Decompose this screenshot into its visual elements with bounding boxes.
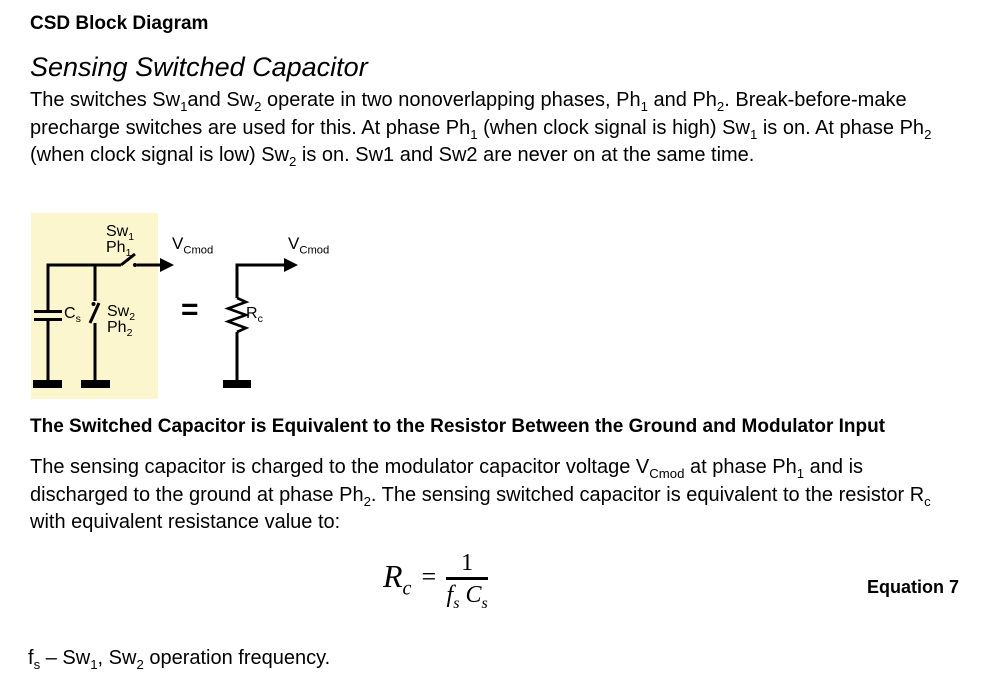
fraction-bar: [446, 577, 488, 580]
figure-caption: The Switched Capacitor is Equivalent to the Resistor Between the Ground and Modulator Input: [30, 416, 886, 437]
equation-lhs: $R_c$: [383, 558, 412, 600]
ph1-label: $Ph_1$: [106, 239, 132, 260]
right-circuit: [228, 264, 285, 383]
arrowhead: [284, 258, 298, 272]
resistor-zigzag: [228, 298, 246, 332]
switch-sw2-label-block: [107, 303, 136, 340]
capacitor-cs-label: $C_s$: [64, 305, 81, 326]
equation-fraction: [446, 551, 488, 612]
paragraph-switch-phases: The switches $Sw_1and$ $Sw_2$ operate in two nonoverlapping phases, $Ph_1$ and $Ph_2$. Break-before-make precharge switches are used for this. At phase $Ph_1$ (when clock signal is high) $Sw_1$ is on. At phase $Ph_2$ (when clock signal is low) $Sw_2$ is on. Sw1 and Sw2 are never on at the same time.: [30, 89, 932, 169]
sw1-label: $Sw_1$: [106, 223, 135, 244]
vcmod-label-right: $V_{Cmod}$: [288, 234, 330, 257]
equation-number-label: Equation 7: [867, 577, 960, 597]
sw2-label: $Sw_2$: [107, 303, 136, 324]
equation-equals-sign: =: [421, 561, 437, 591]
ground-symbol: [33, 380, 62, 388]
section-heading: Sensing Switched Capacitor: [30, 52, 368, 82]
resistor-rc-label: $R_c$: [246, 305, 263, 326]
paragraph-equivalent-resistor: The sensing capacitor is charged to the modulator capacitor voltage $V_{Cmod}$ at phase $Ph_1$ and is discharged to the ground at phase $Ph_2$. The sensing switched capacitor is equivalent to the resistor $R_c$ with equivalent resistance value to:: [30, 456, 931, 533]
ph2-label: $Ph_2$: [107, 319, 133, 340]
frequency-footnote: $f_s - Sw_1$, $Sw_2$ operation frequency.: [28, 647, 331, 672]
ground-symbol: [81, 380, 110, 388]
fraction-numerator: 1: [461, 550, 474, 576]
arrowhead: [160, 258, 174, 272]
switch-sw1-label-block: [106, 223, 135, 260]
equation-rc: [383, 551, 488, 612]
vcmod-label-left: $V_{Cmod}$: [172, 234, 214, 257]
page-title: CSD Block Diagram: [30, 13, 209, 34]
fraction-denominator: $f_s$ $C_s$: [446, 582, 488, 612]
equivalence-equals-sign: =: [181, 293, 199, 326]
ground-symbol: [223, 380, 251, 388]
switch-sw2-contact-dot: [92, 302, 96, 306]
switch-sw1-contact-dot: [133, 263, 137, 267]
